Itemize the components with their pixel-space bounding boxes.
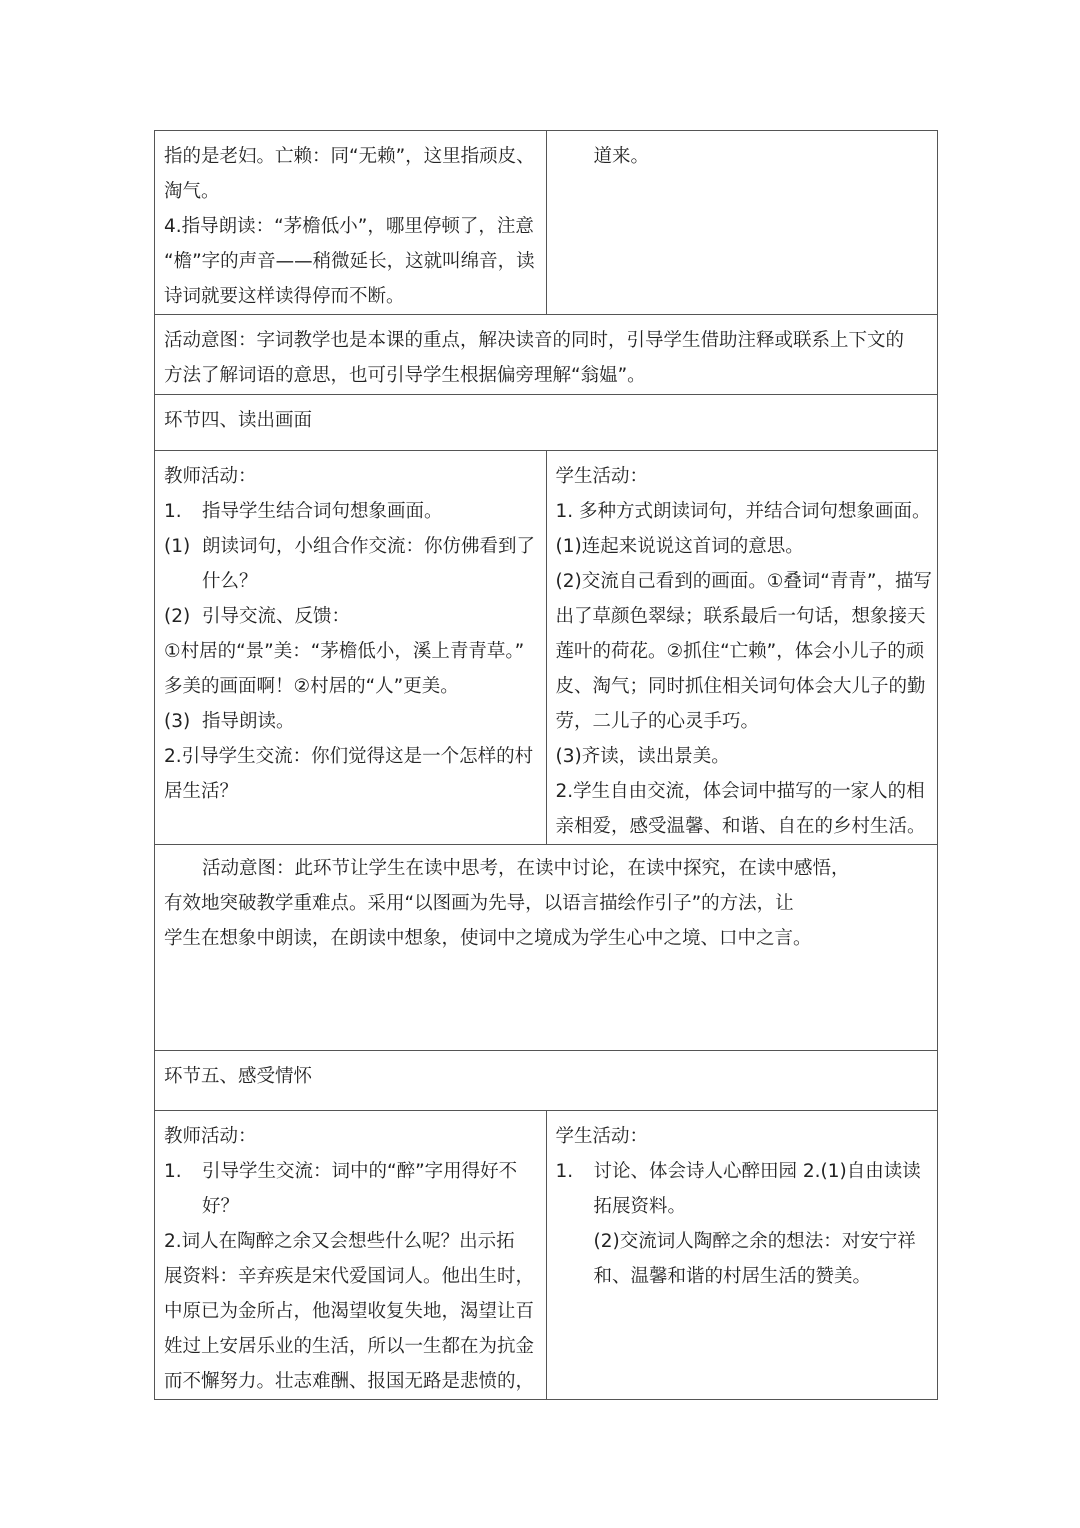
list-item — [164, 599, 537, 634]
text-line: 好？ — [202, 1196, 240, 1217]
section-four-intent-cell — [155, 845, 938, 1051]
continuation-left-cell — [155, 131, 547, 315]
text-line: 莲叶的荷花。②抓住“亡赖”，体会小儿子的顽 — [555, 641, 925, 662]
text-line: (1)连起来说说这首词的意思。 — [555, 536, 804, 557]
text-line: 活动意图：此环节让学生在读中思考，在读中讨论，在读中探究，在读中感悟， — [202, 858, 850, 879]
list-item — [164, 529, 537, 564]
item-number: 1. — [164, 501, 182, 522]
section-five-activities-row — [155, 1111, 938, 1400]
text-line: 拓展资料。 — [593, 1196, 687, 1217]
continuation-right-cell — [546, 131, 938, 315]
text-line: 而不懈努力。壮志难酬、报国无路是悲愤的， — [164, 1371, 535, 1392]
item-text: 指导学生结合词句想象画面。 — [202, 501, 443, 522]
text-line: 展资料：辛弃疾是宋代爱国词人。他出生时， — [164, 1266, 535, 1287]
text-line: 学生在想象中朗读，在朗读中想象，使词中之境成为学生心中之境、口中之言。 — [164, 928, 812, 949]
text-line: (3)齐读，读出景美。 — [555, 746, 730, 767]
section-four-title-row — [155, 395, 938, 451]
continuation-row — [155, 131, 938, 315]
text-line: 诗词就要这样读得停而不断。 — [164, 286, 405, 307]
list-item — [556, 1154, 929, 1189]
item-number: (3) — [164, 711, 191, 732]
text-line: 有效地突破教学重难点。采用“以图画为先导，以语言描绘作引子”的方法，让 — [164, 893, 794, 914]
item-number: 1. — [555, 1161, 574, 1182]
text-line: 多美的画面啊！②村居的“人”更美。 — [164, 676, 459, 697]
item-number: (2) — [164, 606, 191, 627]
student-activity-cell — [546, 1111, 938, 1400]
teacher-activity-cell — [155, 451, 547, 845]
item-number: (1) — [164, 536, 191, 557]
item-text: 引导交流、反馈： — [202, 606, 351, 627]
text-line: (2)交流自己看到的画面。①叠词“青青”，描写 — [555, 571, 932, 592]
teacher-heading: 教师活动： — [164, 466, 257, 487]
text-line: 劳，二儿子的心灵手巧。 — [555, 711, 760, 732]
text-line: “檐”字的声音——稍微延长，这就叫绵音，读 — [164, 251, 535, 272]
text-line: 2.引导学生交流：你们觉得这是一个怎样的村 — [164, 746, 534, 767]
lesson-plan-table — [154, 130, 938, 1400]
text-line: 皮、淘气；同时抓住相关词句体会大儿子的勤 — [555, 676, 926, 697]
text-line: 淘气。 — [164, 181, 220, 202]
text-line: 方法了解词语的意思，也可引导学生根据偏旁理解“翁媪”。 — [164, 365, 646, 386]
text-line: 居生活？ — [164, 781, 239, 802]
student-activity-cell — [546, 451, 938, 845]
item-text: 引导学生交流：词中的“醉”字用得好不 — [202, 1161, 518, 1182]
student-heading: 学生活动： — [555, 1126, 649, 1147]
text-line: 1. 多种方式朗读词句，并结合词句想象画面。 — [555, 501, 931, 522]
section-five-title — [155, 1051, 938, 1111]
text-line: 2.词人在陶醉之余又会想些什么呢？出示拓 — [164, 1231, 515, 1252]
text-line: 出了草颜色翠绿；联系最后一句话，想象接天 — [555, 606, 926, 627]
item-number: 1. — [164, 1161, 182, 1182]
item-text: 朗读词句，小组合作交流：你仿佛看到了 — [202, 536, 536, 557]
item-text: 讨论、体会诗人心醉田园 2.(1)自由读读 — [593, 1161, 921, 1182]
list-item — [164, 704, 537, 739]
list-item — [164, 1154, 537, 1189]
section-four-title — [155, 395, 938, 451]
text-line: 2.学生自由交流，体会词中描写的一家人的相 — [555, 781, 925, 802]
section-five-title-row — [155, 1051, 938, 1111]
text-line: (2)交流词人陶醉之余的想法：对安宁祥 — [593, 1231, 916, 1252]
text-line: 中原已为金所占，他渴望收复失地，渴望让百 — [164, 1301, 535, 1322]
text-line: 指的是老妇。亡赖：同“无赖”，这里指顽皮、 — [164, 146, 535, 167]
text-line: 亲相爱，感受温馨、和谐、自在的乡村生活。 — [555, 816, 926, 837]
section-title-text: 环节五、感受情怀 — [164, 1066, 313, 1087]
teacher-heading: 教师活动： — [164, 1126, 257, 1147]
section-title-text: 环节四、读出画面 — [164, 410, 313, 431]
text-line: ①村居的“景”美：“茅檐低小，溪上青青草。” — [164, 641, 525, 662]
section-four-intent-row — [155, 845, 938, 1051]
activity-intent-cell — [155, 315, 938, 395]
text-line: 姓过上安居乐业的生活，所以一生都在为抗金 — [164, 1336, 535, 1357]
activity-intent-row — [155, 315, 938, 395]
list-item — [164, 494, 537, 529]
item-text: 指导朗读。 — [202, 711, 295, 732]
text-line: 道来。 — [593, 146, 650, 167]
section-four-activities-row — [155, 451, 938, 845]
text-line: 什么？ — [202, 571, 258, 592]
text-line: 4.指导朗读：“茅檐低小”，哪里停顿了，注意 — [164, 216, 534, 237]
text-line: 和、温馨和谐的村居生活的赞美。 — [593, 1266, 872, 1287]
teacher-activity-cell — [155, 1111, 547, 1400]
student-heading: 学生活动： — [555, 466, 649, 487]
text-line: 活动意图：字词教学也是本课的重点，解决读音的同时，引导学生借助注释或联系上下文的 — [164, 330, 905, 351]
